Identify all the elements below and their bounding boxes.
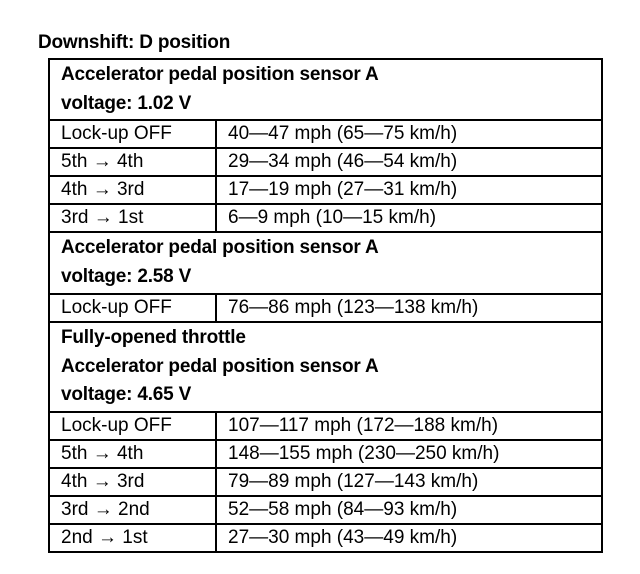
section-header [49,59,602,120]
section-header-line: voltage: 4.65 V [61,384,192,406]
table-row [49,176,602,204]
shift-cell: 2nd → 1st [49,524,216,552]
section-header-row [49,59,602,120]
table-row [49,468,602,496]
table-row [49,412,602,440]
section-header-line: Accelerator pedal position sensor A [61,64,379,85]
table-row [49,496,602,524]
speed-cell: 17—19 mph (27—31 km/h) [216,176,602,204]
section-header [49,322,602,412]
section-header-line: voltage: 1.02 V [61,92,192,114]
speed-cell: 79—89 mph (127—143 km/h) [216,468,602,496]
shift-cell: 4th → 3rd [49,468,216,496]
speed-cell: 27—30 mph (43—49 km/h) [216,524,602,552]
table-row [49,148,602,176]
shift-cell: 3rd → 2nd [49,496,216,524]
section-header-row [49,232,602,293]
shift-cell: Lock-up OFF [49,412,216,440]
section-header-line: Accelerator pedal position sensor A [61,355,379,377]
shift-cell: Lock-up OFF [49,120,216,148]
section-header-line: Fully-opened throttle [61,326,246,348]
speed-cell: 40—47 mph (65—75 km/h) [216,120,602,148]
speed-cell: 6—9 mph (10—15 km/h) [216,204,602,232]
speed-cell: 52—58 mph (84—93 km/h) [216,496,602,524]
table-row [49,524,602,552]
table-row [49,440,602,468]
shift-cell: 4th → 3rd [49,176,216,204]
table-row [49,294,602,322]
section-header [49,232,602,293]
section-header-row [49,322,602,412]
section-header-line: voltage: 2.58 V [61,266,192,288]
shift-cell: Lock-up OFF [49,294,216,322]
section-header-line: Accelerator pedal position sensor A [61,237,379,259]
speed-cell: 148—155 mph (230—250 km/h) [216,440,602,468]
table-row [49,204,602,232]
speed-cell: 107—117 mph (172—188 km/h) [216,412,602,440]
downshift-spec-table [48,58,603,553]
shift-cell: 3rd → 1st [49,204,216,232]
table-row [49,120,602,148]
shift-cell: 5th → 4th [49,440,216,468]
speed-cell: 29—34 mph (46—54 km/h) [216,148,602,176]
speed-cell: 76—86 mph (123—138 km/h) [216,294,602,322]
shift-cell: 5th → 4th [49,148,216,176]
page-title: Downshift: D position [38,32,231,53]
